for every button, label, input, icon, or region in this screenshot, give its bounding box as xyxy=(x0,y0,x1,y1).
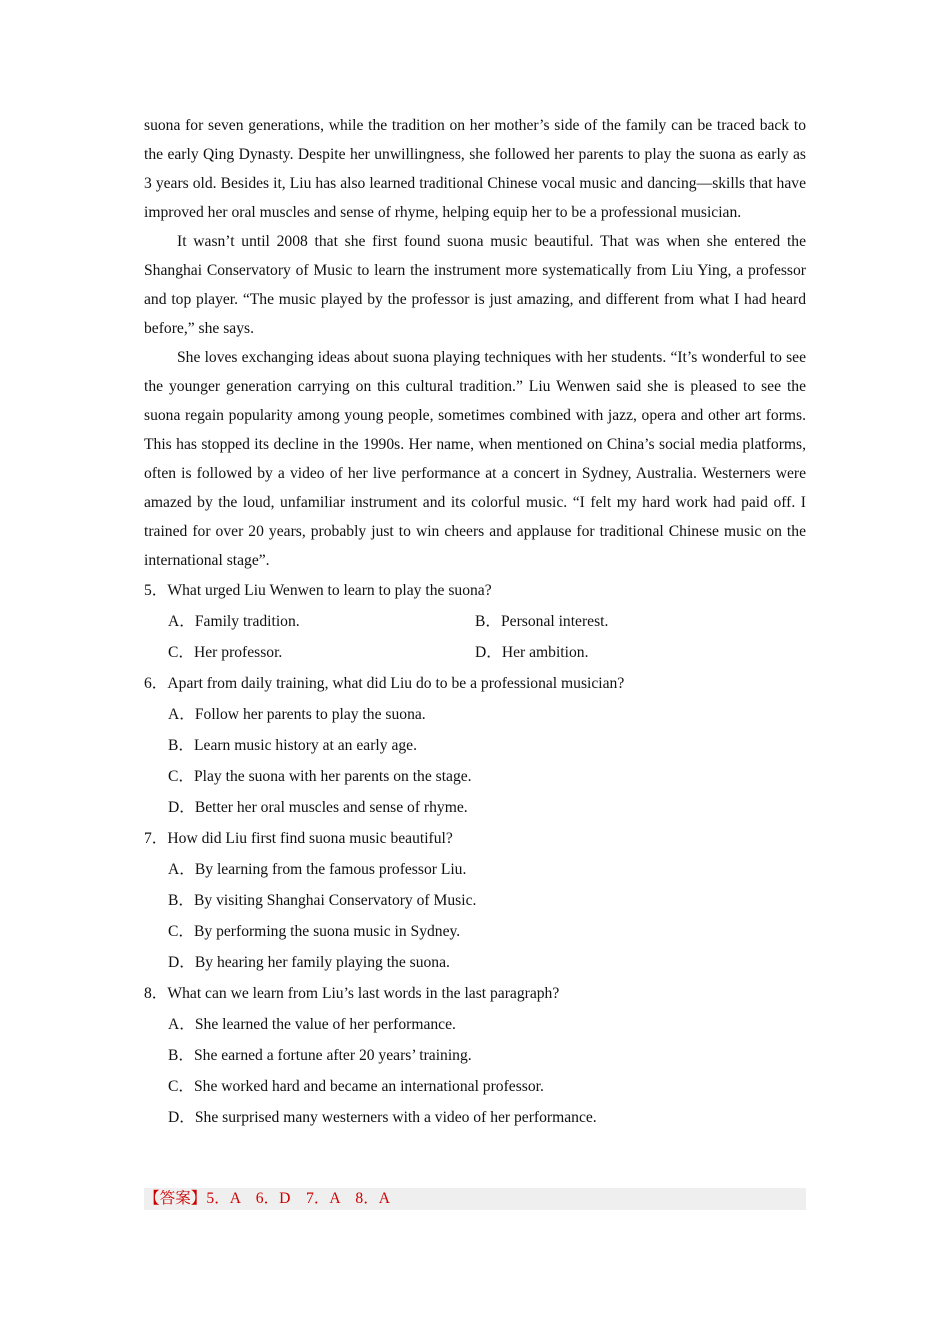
option-a: A．Family tradition. xyxy=(168,613,300,630)
question-5 xyxy=(144,575,806,668)
option-c: C．Play the suona with her parents on the stage. xyxy=(168,768,472,785)
answer-label: 【答案】 xyxy=(144,1190,207,1207)
question-stem: 8．What can we learn from Liu’s last words in the last paragraph? xyxy=(144,985,560,1002)
question-7 xyxy=(144,823,806,978)
option-a: A．Follow her parents to play the suona. xyxy=(168,706,426,723)
options-row xyxy=(144,606,806,637)
passage-paragraph: She loves exchanging ideas about suona playing techniques with her students. “It’s wonderful to see the younger generation carrying on this cultural tradition.” Liu Wenwen said she is pleased to see the suona regain popularity among young people, sometimes combined with jazz, opera and other art forms. This has stopped its decline in the 1990s. Her name, when mentioned on China’s social media platforms, often is followed by a video of her live performance at a concert in Sydney, Australia. Westerners were amazed by the loud, unfamiliar instrument and its colorful music. “I felt my hard work had paid off. I trained for over 20 years, probably just to win cheers and applause for traditional Chinese music on the international stage”. xyxy=(144,349,806,569)
option-d: D．Better her oral muscles and sense of rhyme. xyxy=(168,799,468,816)
option-a: A．She learned the value of her performance. xyxy=(168,1016,456,1033)
option-d: D．She surprised many westerners with a video of her performance. xyxy=(168,1109,597,1126)
option-b: B．Personal interest. xyxy=(475,613,609,630)
answer-text: 5．A 6．D 7．A 8．A xyxy=(206,1190,391,1207)
option-b: B．Learn music history at an early age. xyxy=(168,737,417,754)
option-d: D．By hearing her family playing the suona. xyxy=(168,954,450,971)
document-body xyxy=(144,111,806,1133)
question-stem: 5．What urged Liu Wenwen to learn to play the suona? xyxy=(144,582,492,599)
option-d: D．Her ambition. xyxy=(475,644,589,661)
passage-paragraph: It wasn’t until 2008 that she first found suona music beautiful. That was when she entered the Shanghai Conservatory of Music to learn the instrument more systematically from Liu Ying, a professor and top player. “The music played by the professor is just amazing, and different from what I had heard before,” she says. xyxy=(144,233,806,337)
option-c: C．Her professor. xyxy=(168,644,283,661)
option-a: A．By learning from the famous professor Liu. xyxy=(168,861,467,878)
answer-key xyxy=(144,1188,806,1210)
question-8 xyxy=(144,978,806,1133)
question-stem: 6．Apart from daily training, what did Liu do to be a professional musician? xyxy=(144,675,625,692)
option-b: B．By visiting Shanghai Conservatory of Music. xyxy=(168,892,477,909)
question-6 xyxy=(144,668,806,823)
option-c: C．She worked hard and became an international professor. xyxy=(168,1078,544,1095)
question-stem: 7．How did Liu first find suona music beautiful? xyxy=(144,830,453,847)
option-b: B．She earned a fortune after 20 years’ training. xyxy=(168,1047,472,1064)
option-c: C．By performing the suona music in Sydney. xyxy=(168,923,461,940)
options-row xyxy=(144,637,806,668)
passage-paragraph: suona for seven generations, while the tradition on her mother’s side of the family can be traced back to the early Qing Dynasty. Despite her unwillingness, she followed her parents to play the suona as early as 3 years old. Besides it, Liu has also learned traditional Chinese vocal music and dancing—skills that have improved her oral muscles and sense of rhyme, helping equip her to be a professional musician. xyxy=(144,117,806,221)
